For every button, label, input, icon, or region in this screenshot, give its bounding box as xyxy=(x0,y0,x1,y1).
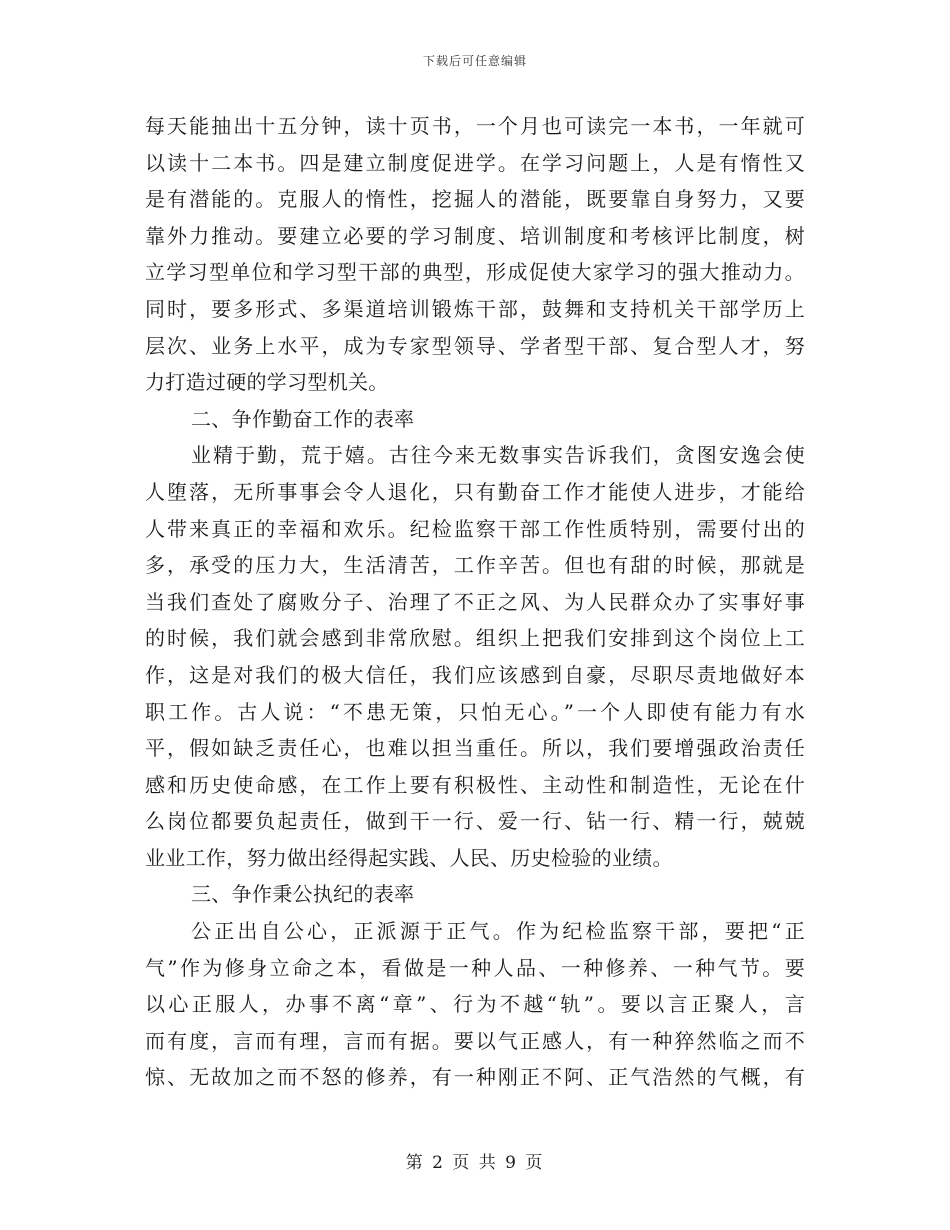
body-text-line: 的时候，我们就会感到非常欣慰。组织上把我们安排到这个岗位上工 xyxy=(145,626,805,651)
body-text-line: 而有度，言而有理，言而有据。要以气正感人，有一种猝然临之而不 xyxy=(145,1028,805,1053)
body-text-line: 力打造过硬的学习型机关。 xyxy=(145,370,389,395)
body-text-line: 以读十二本书。四是建立制度促进学。在学习问题上，人是有惰性又 xyxy=(145,150,805,175)
body-text-line: 人堕落，无所事事会令人退化，只有勤奋工作才能使人进步，才能给 xyxy=(145,479,805,504)
body-text-line: 每天能抽出十五分钟，读十页书，一个月也可读完一本书，一年就可 xyxy=(145,114,805,138)
page-header: 下载后可任意编辑 xyxy=(422,54,527,68)
body-text-line: 当我们查处了腐败分子、治理了不正之风、为人民群众办了实事好事 xyxy=(145,589,805,614)
body-text-line: 职工作。古人说：“不患无策，只怕无心。”一个人即使有能力有水 xyxy=(145,699,805,724)
body-text-line: 是有潜能的。克服人的惰性，挖掘人的潜能，既要靠自身努力，又要 xyxy=(145,187,805,212)
body-text-line: 立学习型单位和学习型干部的典型，形成促使大家学习的强大推动力。 xyxy=(145,260,805,285)
section-heading: 二、争作勤奋工作的表率 xyxy=(191,406,415,431)
section-heading: 三、争作秉公执纪的表率 xyxy=(191,882,415,907)
body-text-line: 靠外力推动。要建立必要的学习制度、培训制度和考核评比制度，树 xyxy=(145,223,805,248)
body-text-line: 层次、业务上水平，成为专家型领导、学者型干部、复合型人才，努 xyxy=(145,333,805,358)
body-text-line: 人带来真正的幸福和欢乐。纪检监察干部工作性质特别，需要付出的 xyxy=(145,516,805,541)
body-text-line: 平，假如缺乏责任心，也难以担当重任。所以，我们要增强政治责任 xyxy=(145,736,805,761)
body-text-line: 气”作为修身立命之本，看做是一种人品、一种修养、一种气节。要 xyxy=(145,955,805,980)
body-text-line: 同时，要多形式、多渠道培训锻炼干部，鼓舞和支持机关干部学历上 xyxy=(145,296,805,321)
body-text-line: 以心正服人，办事不离“章”、行为不越“轨”。要以言正聚人，言 xyxy=(145,992,805,1017)
document-body xyxy=(145,108,805,1096)
body-text-line: 业业工作，努力做出经得起实践、人民、历史检验的业绩。 xyxy=(145,845,673,870)
body-text-line: 么岗位都要负起责任，做到干一行、爱一行、钻一行、精一行，兢兢 xyxy=(145,809,805,834)
body-text-line: 作，这是对我们的极大信任，我们应该感到自豪，尽职尽责地做好本 xyxy=(145,662,805,687)
body-text-line: 业精于勤，荒于嬉。古往今来无数事实告诉我们，贪图安逸会使 xyxy=(191,443,805,468)
body-text-line: 惊、无故加之而不怒的修养，有一种刚正不阿、正气浩然的气概，有 xyxy=(145,1065,805,1090)
body-text-line: 公正出自公心，正派源于正气。作为纪检监察干部，要把“正 xyxy=(191,919,805,944)
body-text-line: 多，承受的压力大，生活清苦，工作辛苦。但也有甜的时候，那就是 xyxy=(145,553,805,578)
body-text-line: 感和历史使命感，在工作上要有积极性、主动性和制造性，无论在什 xyxy=(145,772,805,797)
page-number-footer: 第 2 页 共 9 页 xyxy=(405,1153,545,1173)
